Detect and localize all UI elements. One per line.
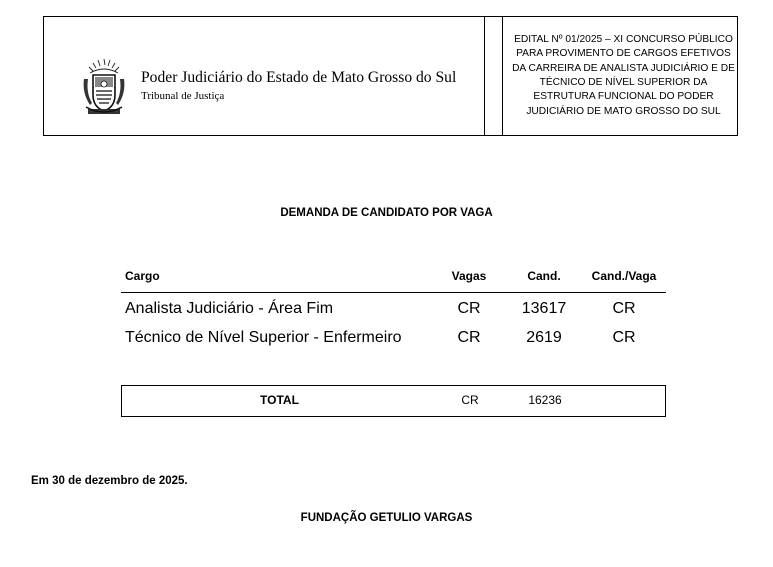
total-row [121,385,666,417]
cell-cand-vaga: CR [612,329,636,346]
edital-title: EDITAL Nº 01/2025 – XI CONCURSO PÚBLICO PARA PROVIMENTO DE CARGOS EFETIVOS DA CARREIRA DE ANALISTA JUDICIÁRIO E DE TÉCNICO DE NÍVEL SUPERIOR DA ESTRUTURA FUNCIONAL DO PODER JUDICIÁRIO DE MATO GROSSO DO SUL [512,34,735,117]
cell-cand: 13617 [521,300,567,317]
foundation-signature: FUNDAÇÃO GETULIO VARGAS [300,512,473,524]
table-header-row [121,266,666,293]
court-subtitle: Tribunal de Justiça [141,90,225,102]
header-divider [484,17,485,135]
cell-cand: 2619 [526,329,562,346]
column-header-cargo: Cargo [125,269,160,283]
coat-of-arms-icon [80,57,128,119]
column-header-cand: Cand. [527,269,561,283]
total-cand: 16236 [528,393,562,407]
cell-cand-vaga: CR [612,300,636,317]
column-header-cand-vaga: Cand./Vaga [591,269,657,283]
document-title: DEMANDA DE CANDIDATO POR VAGA [280,207,493,219]
court-name: Poder Judiciário do Estado de Mato Grosso do Sul [141,69,457,86]
document-header [43,16,738,136]
table-row [121,327,666,349]
cell-cargo: Técnico de Nível Superior - Enfermeiro [125,329,402,346]
header-divider [502,17,503,135]
demand-table-header [121,266,666,293]
total-label: TOTAL [260,393,299,407]
cell-vagas: CR [457,300,481,317]
date-line: Em 30 de dezembro de 2025. [31,475,188,487]
column-header-vagas: Vagas [451,269,487,283]
cell-cargo: Analista Judiciário - Área Fim [125,300,334,317]
cell-vagas: CR [457,329,481,346]
header-court-block [44,17,484,135]
total-vagas: CR [461,393,479,407]
table-row [121,298,666,320]
